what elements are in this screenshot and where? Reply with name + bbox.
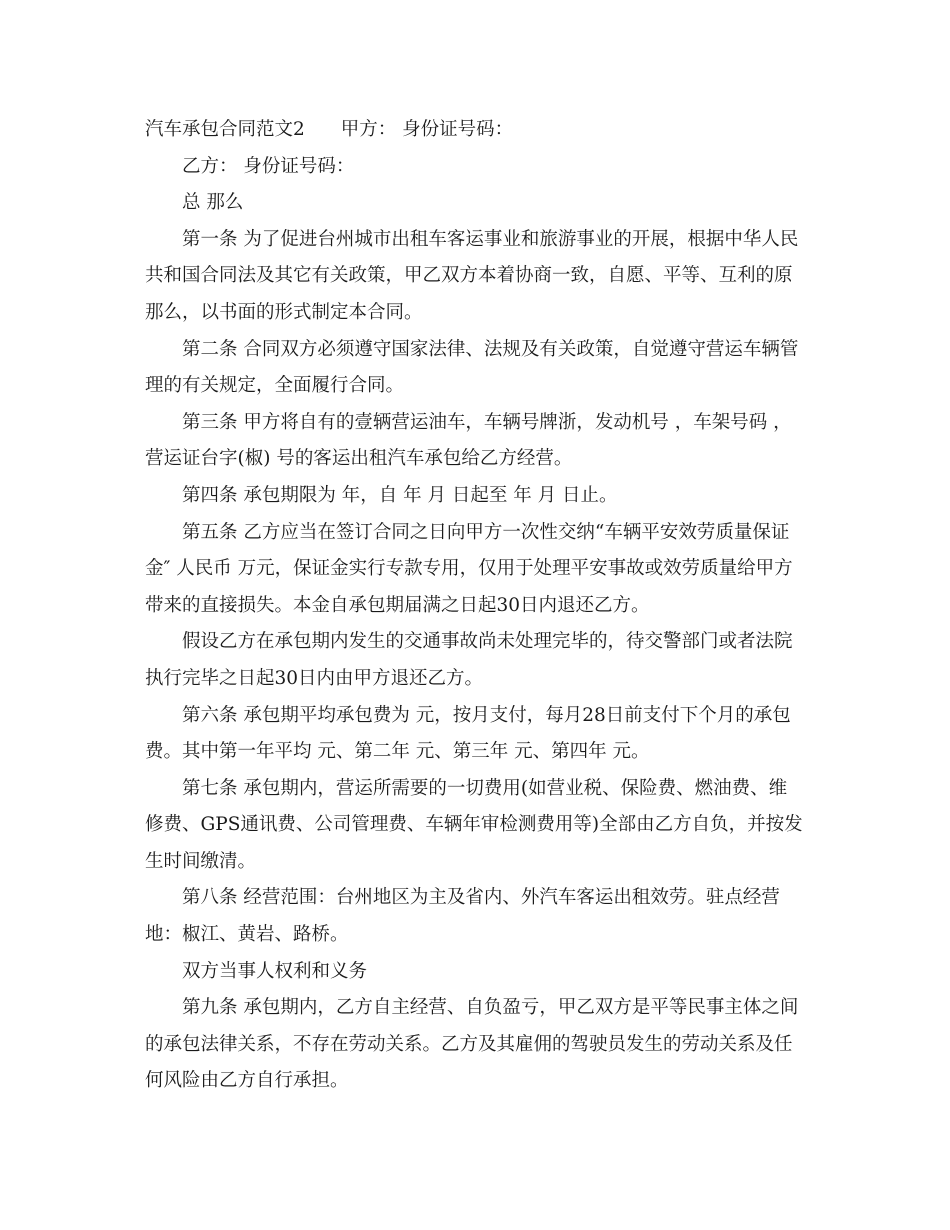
text-line: 共和国合同法及其它有关政策，甲乙双方本着协商一致，自愿、平等、互利的原	[145, 265, 793, 287]
document-body	[145, 149, 805, 1100]
text-line: 第一条 为了促进台州城市出租车客运事业和旅游事业的开展，根据中华人民	[182, 228, 799, 250]
text-line: 带来的直接损失。本金自承包期届满之日起30日内退还乙方。	[145, 594, 650, 616]
text-line: 乙方： 身份证号码：	[182, 155, 355, 177]
text-line: 第七条 承包期内，营运所需要的一切费用(如营业税、保险费、燃油费、维	[182, 777, 788, 799]
text-line: 修费、GPS通讯费、公司管理费、车辆年审检测费用等)全部由乙方自负，并按发	[145, 814, 803, 836]
text-line: 假设乙方在承包期内发生的交通事故尚未处理完毕的，待交警部门或者法院	[182, 631, 793, 653]
text-line: 执行完毕之日起30日内由甲方退还乙方。	[145, 667, 484, 689]
text-line: 营运证台字(椒) 号的客运出租汽车承包给乙方经营。	[145, 448, 573, 470]
text-line: 地：椒江、黄岩、路桥。	[145, 924, 349, 946]
text-line: 那么，以书面的形式制定本合同。	[145, 301, 423, 323]
text-line: 金″ 人民币 万元，保证金实行专款专用，仅用于处理平安事故或效劳质量给甲方	[145, 558, 793, 580]
text-line: 第二条 合同双方必须遵守国家法律、法规及有关政策，自觉遵守营运车辆管	[182, 338, 799, 360]
text-line: 第六条 承包期平均承包费为 元，按月支付，每月28日前支付下个月的承包	[182, 704, 791, 726]
document-header	[145, 112, 805, 149]
text-line: 第四条 承包期限为 年，自 年 月 日起至 年 月 日止。	[182, 484, 618, 506]
text-line: 何风险由乙方自行承担。	[145, 1070, 349, 1092]
text-line: 双方当事人权利和义务	[182, 960, 368, 982]
party-a-line: 甲方： 身份证号码：	[340, 119, 514, 140]
text-line: 理的有关规定，全面履行合同。	[145, 375, 405, 397]
text-line: 第九条 承包期内，乙方自主经营、自负盈亏，甲乙双方是平等民事主体之间	[182, 997, 799, 1019]
text-line: 的承包法律关系，不存在劳动关系。乙方及其雇佣的驾驶员发生的劳动关系及任	[145, 1033, 793, 1055]
text-line: 第八条 经营范围：台州地区为主及省内、外汽车客运出租效劳。驻点经营	[182, 887, 780, 909]
document-page	[145, 112, 805, 1100]
text-line: 第三条 甲方将自有的壹辆营运油车，车辆号牌浙，发动机号 ，车架号码 ，	[182, 411, 792, 433]
text-line: 费。其中第一年平均 元、第二年 元、第三年 元、第四年 元。	[145, 741, 650, 763]
text-line: 总 那么	[182, 192, 244, 214]
text-line: 生时间缴清。	[145, 850, 257, 872]
text-line: 第五条 乙方应当在签订合同之日向甲方一次性交纳“车辆平安效劳质量保证	[182, 521, 790, 543]
document-title: 汽车承包合同范文2	[145, 119, 305, 140]
